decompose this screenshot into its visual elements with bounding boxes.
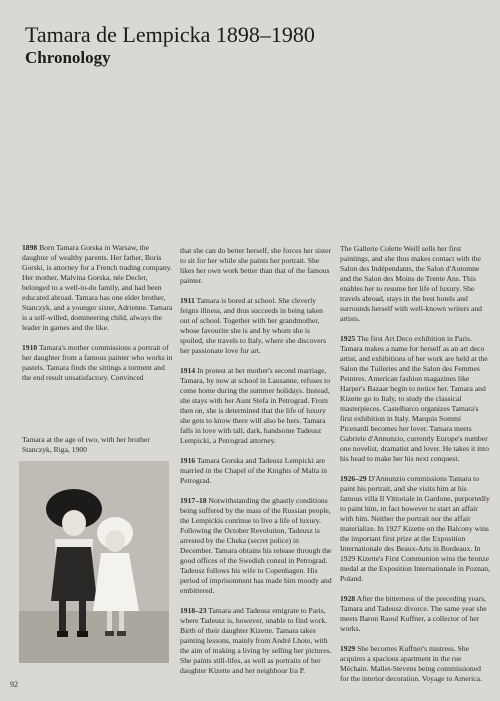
entry-year: 1917–18 <box>180 496 207 505</box>
page-subtitle: Chronology <box>25 48 111 67</box>
entry-text: Tamara's mother commissions a portrait of her daughter from a famous painter who works in pastels. Tamara finds the sittings a torment and the end result unsatisfactory. Convinced <box>22 343 173 382</box>
entry-year: 1925 <box>340 334 356 343</box>
text-column-2 <box>180 246 332 686</box>
entry-text: Tamara Gorska and Tadeusz Lempicki are married in the Chapel of the Knights of Malta in Petrograd. <box>180 456 327 485</box>
chronology-entry <box>22 343 174 383</box>
entry-year: 1926–29 <box>340 474 367 483</box>
entry-text: that she can do better herself, she forces her sister to sit for her while she paints her portrait. She likes her own work better than that of the famous painter. <box>180 246 331 285</box>
text-column-1 <box>22 243 174 393</box>
entry-text: After the bitterness of the preceding years, Tamara and Tadeusz divorce. The same year she meets Baron Raoul Kuffner, a collector of her works. <box>340 594 487 633</box>
entry-year: 1898 <box>22 243 38 252</box>
entry-text: D'Annunzio commissions Tamara to paint his portrait, and she visits him at his famous villa Il Vittoriale in Gardone, purportedly to paint him, in fact however to start an affair with him. Neither the portrait nor the affair materialize. In 1927 Kizette on the Balcony wins the important first prize at the Exposition Internationale des Beaux-Arts in Bordeaux. In 1929 Kizette's First Communion wins the bronze medal at the Exposition Internationale in Poznan, Poland. <box>340 474 490 583</box>
entry-text: Tamara and Tadeusz emigrate to Paris, where Tadeusz is, however, unable to find work. Birth of their daughter Kizette. Tamara takes painting lessons, mainly from André Lhote, with the aim of making a living by selling her pictures. She paints still-lifes, as well as portraits of her daughter Kizette and her neighbour Ira P. <box>180 606 332 675</box>
entry-year: 1910 <box>22 343 38 352</box>
entry-year: 1916 <box>180 456 196 465</box>
chronology-entry <box>180 606 332 676</box>
chronology-entry <box>22 243 174 333</box>
entry-text: The Gallerie Colette Weill sells her first paintings, and she thus makes contact with the Salon des Indépendants, the Salon d'Automne and the Salon des Moins de Trente Ans. This enables her to resume her life of luxury. She travels abroad, stays in the best hotels and surrounds herself with well-known writers and artists. <box>340 244 482 323</box>
entry-year: 1914 <box>180 366 196 375</box>
entry-text: Tamara is bored at school. She cleverly feigns illness, and thus succeeds in being taken out of school. Together with her grandmother, whose favourite she is and by whom she is spoiled, she travels to Italy, where she discovers her passionate love for art. <box>180 296 327 355</box>
entry-year: 1918–23 <box>180 606 207 615</box>
page-number: 92 <box>10 680 18 689</box>
chronology-entry <box>180 246 332 286</box>
childhood-photograph <box>19 461 169 663</box>
chronology-entry <box>340 244 490 324</box>
chronology-entry <box>180 456 332 486</box>
chronology-entry <box>340 594 490 634</box>
page-title: Tamara de Lempicka 1898–1980 <box>25 22 315 47</box>
entry-text: In protest at her mother's second marriage, Tamara, by now at school in Lausanne, refuses to come home during the summer holidays. Instead, she stays with her Aunt Stefa in Petrograd. From then on, she is determined that the life of luxury she gets to know there will also be hers. Tamara falls in love with tall, dark, handsome Tadeusz Lempicki, a Petrograd attorney. <box>180 366 331 445</box>
chronology-entry <box>180 296 332 356</box>
chronology-entry <box>180 366 332 446</box>
entry-text: She becomes Kuffner's mistress. She acquires a spacious apartment in the rue Méchain. Mallet-Stevens being commissioned for the interior decoration. Voyage to America. <box>340 644 482 683</box>
text-column-3 <box>340 244 490 694</box>
entry-year: 1928 <box>340 594 356 603</box>
entry-year: 1929 <box>340 644 356 653</box>
chronology-entry <box>340 334 490 464</box>
entry-text: Notwithstanding the ghastly conditions being suffered by the mass of the Russian people, the Lempickis continue to live a life of luxury. Following the October Revolution, Tadeusz is arrested by the Cheka (secret police) in December. Tamara obtains his release through the good offices of the Swedish consul in Petrograd. Tadeusz follows his wife to Copenhagen. His period of imprisonment has made him moody and embittered. <box>180 496 332 595</box>
chronology-entry <box>340 644 490 684</box>
chronology-entry <box>180 496 332 596</box>
entry-text: The first Art Deco exhibition in Paris. Tamara makes a name for herself as an art deco artist, and exhibitions of her work are held at the Salon the Tuileries and the Salon des Femmes Peintres. American fashion magazines like Harper's Bazaar begin to notice her. Tamara and Kizette go to Italy, to study the classical masterpieces. Castelbarco organizes Tamara's first exhibition in Italy. Marquis Sommi Picenardi becomes her lover. Tamara meets Gabriele d'Annunzio, currently Europe's number one novelist, dramatist and lover. He takes it into his head to make her his next conquest. <box>340 334 489 463</box>
photo-caption: Tamara at the age of two, with her brother Stanczyk, Riga, 1900 <box>22 435 150 454</box>
chronology-entry <box>340 474 490 584</box>
entry-year: 1911 <box>180 296 195 305</box>
entry-text: Born Tamara Gorska in Warsaw, the daughter of wealthy parents. Her father, Boris Gorski, is attorney for a French trading company. Her mother, Malvina Gorska, née Decler, belonged to a well-to-do family, and had been educated abroad. Tamara has one elder brother, Stanczyk, and a younger sister, Adrienne. Tamara is a self-willed, domineering child, always the leader in games and the like. <box>22 243 173 332</box>
